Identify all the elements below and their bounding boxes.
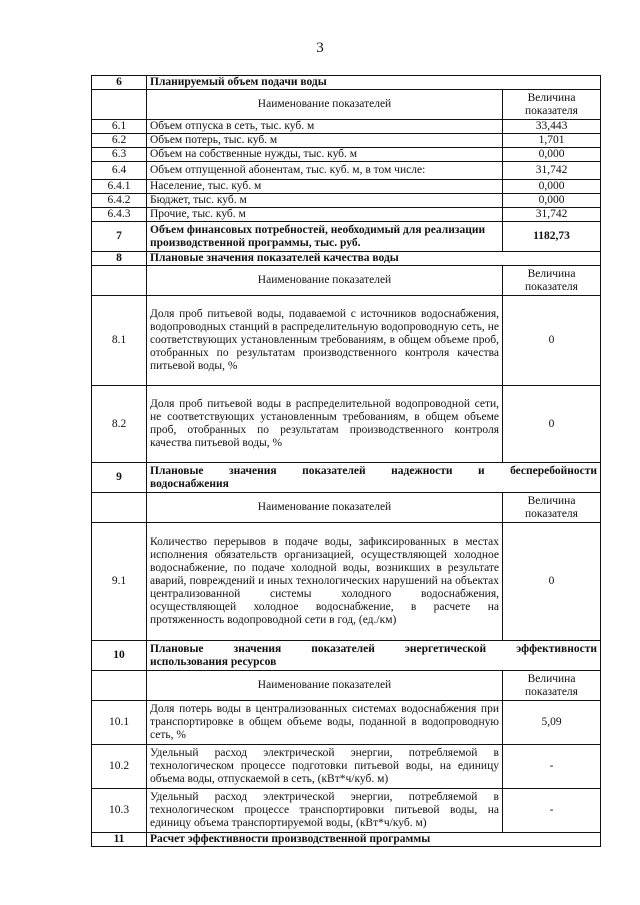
program-table bbox=[91, 75, 601, 847]
column-header-name: Наименование показателей bbox=[147, 493, 503, 523]
section-number: 8 bbox=[92, 252, 147, 266]
section-title-line: Плановые значения показателей надежности и бесперебойности bbox=[150, 464, 597, 477]
row-name: Количество перерывов в подаче воды, зафиксированных в местах исполнения обязательств организацией, осуществляющей холодное водоснабжение, по подаче холодной воды, возникших в результате аварий, повреждений и иных технологических нарушений на объектах централизованной системы холодного водоснабжения, осуществляющей холодное водоснабжение, в расчете на протяженность водопроводной сети в год, (ед./км) bbox=[147, 523, 503, 641]
row-value: 0,000 bbox=[503, 194, 601, 208]
row-name: Доля проб питьевой воды в распределительной водопроводной сети, не соответствующих установленным требованиям, в общем объеме проб, отобранных по результатам производственного контроля качества питьевой воды, % bbox=[147, 386, 503, 463]
table-row bbox=[92, 148, 601, 162]
table-row bbox=[92, 523, 601, 641]
table-row bbox=[92, 208, 601, 222]
row-name: Население, тыс. куб. м bbox=[147, 180, 503, 194]
section-11-header bbox=[92, 833, 601, 847]
row-number: 10.2 bbox=[92, 745, 147, 789]
row-number: 6.4.3 bbox=[92, 208, 147, 222]
table-row bbox=[92, 162, 601, 180]
section-6-header bbox=[92, 76, 601, 90]
row-name: Объем потерь, тыс. куб. м bbox=[147, 134, 503, 148]
row-value: 1,701 bbox=[503, 134, 601, 148]
table-row bbox=[92, 180, 601, 194]
section-number: 6 bbox=[92, 76, 147, 90]
row-number: 8.2 bbox=[92, 386, 147, 463]
row-name: Удельный расход электрической энергии, потребляемой в технологическом процессе подготовки питьевой воды, на единицу объема воды, отпускаемой в сеть, (кВт*ч/куб. м) bbox=[147, 745, 503, 789]
section-number: 9 bbox=[92, 463, 147, 493]
row-value: - bbox=[503, 745, 601, 789]
section-7-row bbox=[92, 222, 601, 252]
section-number: 10 bbox=[92, 641, 147, 671]
table-row bbox=[92, 386, 601, 463]
row-value: 0 bbox=[503, 523, 601, 641]
row-value: 0,000 bbox=[503, 180, 601, 194]
section-title: Объем финансовых потребностей, необходимый для реализации производственной программы, тыс. руб. bbox=[147, 222, 503, 252]
row-value: 33,443 bbox=[503, 120, 601, 134]
row-value: - bbox=[503, 789, 601, 833]
section-title-line: использования ресурсов bbox=[150, 655, 277, 668]
section-title: Расчет эффективности производственной программы bbox=[147, 833, 601, 847]
row-number: 6.2 bbox=[92, 134, 147, 148]
column-header-value: Величина показателя bbox=[503, 266, 601, 296]
section-value: 1182,73 bbox=[503, 222, 601, 252]
row-name: Удельный расход электрической энергии, потребляемой в технологическом процессе транспортировки питьевой воды, на единицу объема транспортируемой воды, (кВт*ч/куб. м) bbox=[147, 789, 503, 833]
row-name: Доля проб питьевой воды, подаваемой с источников водоснабжения, водопроводных станций в распределительную водопроводную сеть, не соответствующих установленным требованиям, в общем объеме проб, отобранных по результатам производственного контроля качества питьевой воды, % bbox=[147, 296, 503, 386]
row-number: 6.4.2 bbox=[92, 194, 147, 208]
section-title-line: Плановые значения показателей энергетической эффективности bbox=[150, 642, 597, 655]
page-number: 3 bbox=[316, 40, 324, 56]
row-number: 10.3 bbox=[92, 789, 147, 833]
row-number: 8.1 bbox=[92, 296, 147, 386]
column-header-row bbox=[92, 90, 601, 120]
section-number: 7 bbox=[92, 222, 147, 252]
row-value: 0 bbox=[503, 296, 601, 386]
column-header-row bbox=[92, 493, 601, 523]
section-title-line: водоснабжения bbox=[150, 477, 229, 490]
column-header-name: Наименование показателей bbox=[147, 90, 503, 120]
column-header-value: Величина показателя bbox=[503, 493, 601, 523]
table-row bbox=[92, 745, 601, 789]
row-number: 10.1 bbox=[92, 701, 147, 745]
row-number: 6.4.1 bbox=[92, 180, 147, 194]
empty-cell bbox=[92, 266, 147, 296]
column-header-name: Наименование показателей bbox=[147, 266, 503, 296]
table-row bbox=[92, 120, 601, 134]
row-name: Объем отпущенной абонентам, тыс. куб. м, в том числе: bbox=[147, 162, 503, 180]
row-value: 31,742 bbox=[503, 162, 601, 180]
table-row bbox=[92, 194, 601, 208]
table-row bbox=[92, 296, 601, 386]
row-number: 6.4 bbox=[92, 162, 147, 180]
column-header-row bbox=[92, 266, 601, 296]
row-name: Прочие, тыс. куб. м bbox=[147, 208, 503, 222]
table-row bbox=[92, 701, 601, 745]
section-10-header bbox=[92, 641, 601, 671]
section-title: Планируемый объем подачи воды bbox=[147, 76, 601, 90]
row-name: Объем на собственные нужды, тыс. куб. м bbox=[147, 148, 503, 162]
row-number: 6.1 bbox=[92, 120, 147, 134]
section-title bbox=[147, 463, 601, 493]
section-title: Плановые значения показателей качества воды bbox=[147, 252, 601, 266]
empty-cell bbox=[92, 493, 147, 523]
table-row bbox=[92, 789, 601, 833]
column-header-value: Величина показателя bbox=[503, 90, 601, 120]
row-number: 9.1 bbox=[92, 523, 147, 641]
section-8-header bbox=[92, 252, 601, 266]
section-number: 11 bbox=[92, 833, 147, 847]
empty-cell bbox=[92, 671, 147, 701]
row-name: Объем отпуска в сеть, тыс. куб. м bbox=[147, 120, 503, 134]
row-value: 31,742 bbox=[503, 208, 601, 222]
empty-cell bbox=[92, 90, 147, 120]
column-header-row bbox=[92, 671, 601, 701]
section-title bbox=[147, 641, 601, 671]
row-value: 0 bbox=[503, 386, 601, 463]
section-9-header bbox=[92, 463, 601, 493]
table-row bbox=[92, 134, 601, 148]
row-value: 5,09 bbox=[503, 701, 601, 745]
column-header-value: Величина показателя bbox=[503, 671, 601, 701]
row-name: Бюджет, тыс. куб. м bbox=[147, 194, 503, 208]
row-number: 6.3 bbox=[92, 148, 147, 162]
column-header-name: Наименование показателей bbox=[147, 671, 503, 701]
row-name: Доля потерь воды в централизованных системах водоснабжения при транспортировке в общем объеме воды, поданной в водопроводную сеть, % bbox=[147, 701, 503, 745]
row-value: 0,000 bbox=[503, 148, 601, 162]
